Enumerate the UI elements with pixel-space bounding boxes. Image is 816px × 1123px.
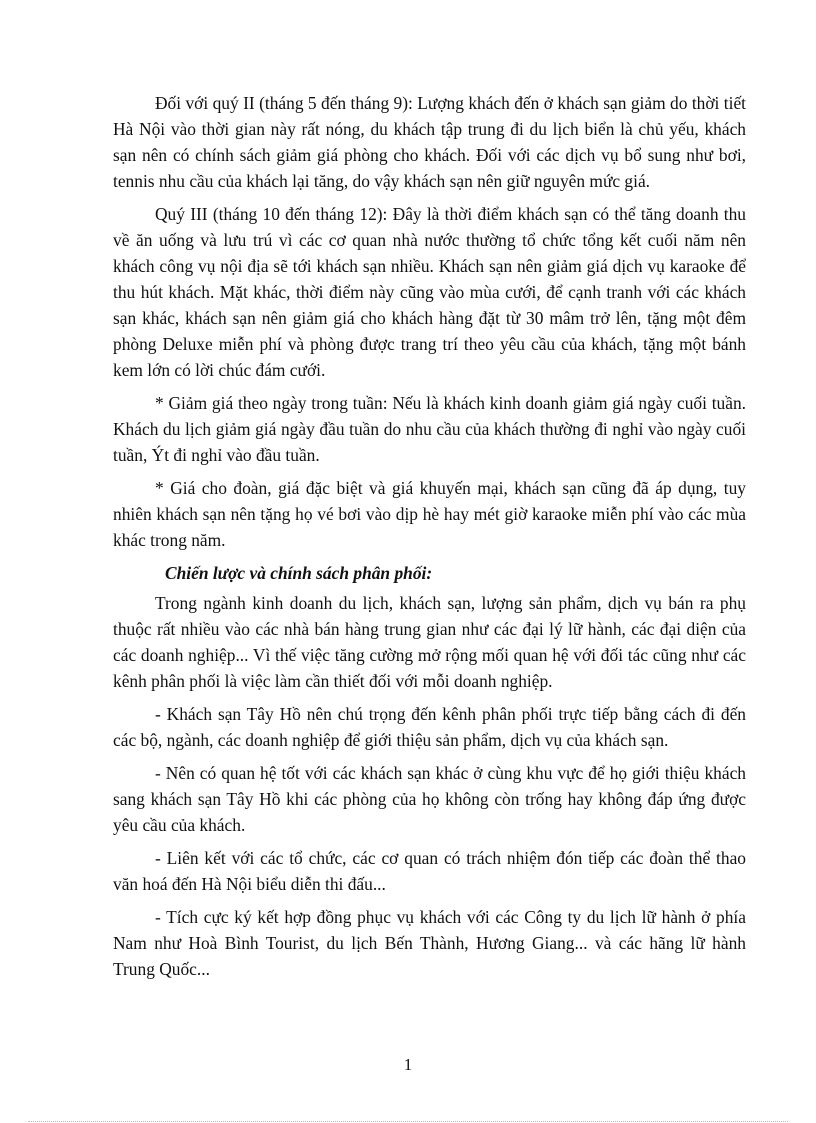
document-page [113,90,746,989]
paragraph-group-pricing: * Giá cho đoàn, giá đặc biệt và giá khuyến mại, khách sạn cũng đã áp dụng, tuy nhiên khách sạn nên tặng họ vé bơi vào dịp hè hay mét giờ karaoke miễn phí vào các mùa khác trong năm. [113,478,746,550]
paragraph-organization-links: - Liên kết với các tổ chức, các cơ quan có trách nhiệm đón tiếp các đoàn thể thao văn hoá đến Hà Nội biểu diễn thi đấu... [113,848,746,894]
paragraph-weekday-discount: * Giảm giá theo ngày trong tuần: Nếu là khách kinh doanh giảm giá ngày cuối tuần. Khách du lịch giảm giá ngày đầu tuần do nhu cầu của khách thường đi nghỉ vào ngày cuối tuần, Ýt đi nghỉ vào đầu tuần. [113,393,746,465]
paragraph-travel-contracts: - Tích cực ký kết hợp đồng phục vụ khách với các Công ty du lịch lữ hành ở phía Nam như Hoà Bình Tourist, du lịch Bến Thành, Hương Giang... và các hãng lữ hành Trung Quốc... [113,907,746,979]
paragraph-quarter-three: Quý III (tháng 10 đến tháng 12): Đây là thời điểm khách sạn có thể tăng doanh thu về ăn uống và lưu trú vì các cơ quan nhà nước thường tổ chức tổng kết cuối năm nên khách công vụ nội địa sẽ tới khách sạn nhiều. Khách sạn nên giảm giá dịch vụ karaoke để thu hút khách. Mặt khác, thời điểm này cũng vào mùa cưới, để cạnh tranh với các khách sạn khác, khách sạn nên giảm giá cho khách hàng đặt từ 30 mâm trở lên, tặng một đêm phòng Deluxe miễn phí và phòng được trang trí theo yêu cầu của khách, tặng một bánh kem lớn có lời chúc đám cưới. [113,204,746,380]
paragraph-direct-channel: - Khách sạn Tây Hồ nên chú trọng đến kênh phân phối trực tiếp bằng cách đi đến các bộ, ngành, các doanh nghiệp để giới thiệu sản phẩm, dịch vụ của khách sạn. [113,704,746,750]
paragraph-hotel-relations: - Nên có quan hệ tốt với các khách sạn khác ở cùng khu vực để họ giới thiệu khách sang khách sạn Tây Hồ khi các phòng của họ không còn trống hay không đáp ứng được yêu cầu của khách. [113,763,746,835]
paragraph-quarter-two: Đối với quý II (tháng 5 đến tháng 9): Lượng khách đến ở khách sạn giảm do thời tiết Hà Nội vào thời gian này rất nóng, du khách tập trung đi du lịch biển là chủ yếu, khách sạn nên có chính sách giảm giá phòng cho khách. Đối với các dịch vụ bổ sung như bơi, tennis nhu cầu của khách lại tăng, do vậy khách sạn nên giữ nguyên mức giá. [113,93,746,191]
section-heading-distribution: Chiến lược và chính sách phân phối: [165,563,433,583]
footer-divider [28,1121,788,1122]
page-number: 1 [403,1055,413,1074]
paragraph-distribution-intro: Trong ngành kinh doanh du lịch, khách sạn, lượng sản phẩm, dịch vụ bán ra phụ thuộc rất nhiều vào các nhà bán hàng trung gian như các đại lý lữ hành, các đại diện của các doanh nghiệp... Vì thế việc tăng cường mở rộng mối quan hệ với đối tác cũng như các kênh phân phối là việc làm cần thiết đối với mỗi doanh nghiệp. [113,593,746,691]
